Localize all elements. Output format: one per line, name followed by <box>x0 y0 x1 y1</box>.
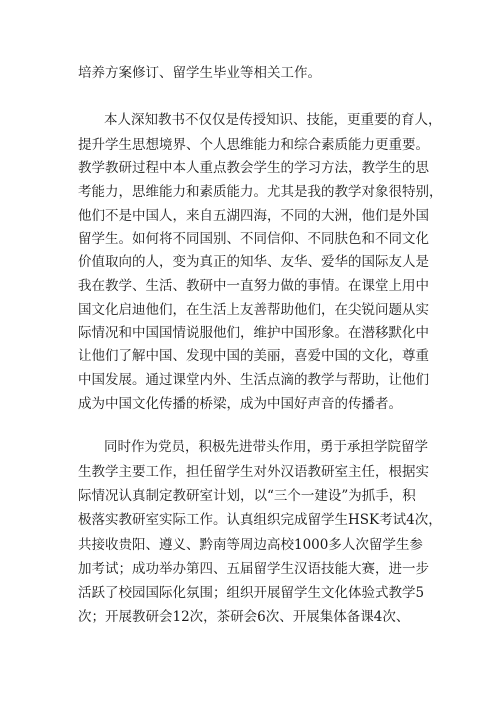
paragraph-3-line-4: 极落实教研室实际工作。认真组织完成留学生HSK考试4次， <box>78 512 442 528</box>
paragraph-2-line-1: 本人深知教书不仅仅是传授知识、技能，更重要的育人， <box>104 112 442 128</box>
paragraph-3-line-6: 加考试；成功举办第四、五届留学生汉语技能大赛，进一步 <box>78 561 429 577</box>
paragraph-2-line-11: 让他们了解中国、发现中国的美丽，喜爱中国的文化，尊重 <box>78 348 429 364</box>
paragraph-2-line-13: 成为中国文化传播的桥梁，成为中国好声音的传播者。 <box>78 396 402 412</box>
paragraph-3-line-7: 活跃了校园国际化氛围；组织开展留学生文化体验式教学5 <box>78 585 425 601</box>
paragraph-2-line-5: 他们不是中国人，来自五湖四海，不同的大洲，他们是外国 <box>78 208 429 224</box>
paragraph-3-line-2: 生教学主要工作，担任留学生对外汉语教研室主任，根据实 <box>78 464 429 480</box>
paragraph-2-line-9: 国文化启迪他们，在生活上友善帮助他们，在尖锐问题从实 <box>78 302 429 318</box>
paragraph-2-line-8: 我在教学、生活、教研中一直努力做的事情。在课堂上用中 <box>78 278 429 294</box>
paragraph-2-line-10: 际情况和中国国情说服他们，维护中国形象。在潜移默化中 <box>78 325 429 341</box>
paragraph-2-line-7: 价值取向的人，变为真正的知华、友华、爱华的国际友人是 <box>78 254 429 270</box>
paragraph-2-line-6: 留学生。如何将不同国别、不同信仰、不同肤色和不同文化 <box>78 231 429 247</box>
paragraph-2-line-12: 中国发展。通过课堂内外、生活点滴的教学与帮助，让他们 <box>78 372 429 388</box>
paragraph-3-line-3: 际情况认真制定教研室计划，以“三个一建设”为抓手，积 <box>78 488 416 504</box>
paragraph-2-line-4: 考能力，思维能力和素质能力。尤其是我的教学对象很特别， <box>78 184 443 200</box>
paragraph-2-line-2: 提升学生思想境界、个人思维能力和综合素质能力更重要。 <box>78 137 429 153</box>
paragraph-3-line-8: 次；开展教研会12次，茶研会6次、开展集体备课4次、 <box>78 609 410 625</box>
paragraph-3-line-1: 同时作为党员，积极先进带头作用，勇于承担学院留学 <box>104 439 428 455</box>
paragraph-3-line-5: 共接收贵阳、遵义、黔南等周边高校1000多人次留学生参 <box>78 537 423 553</box>
paragraph-2-line-3: 教学教研过程中本人重点教会学生的学习方法，教学生的思 <box>78 160 429 176</box>
paragraph-1-line-1: 培养方案修订、留学生毕业等相关工作。 <box>78 65 321 81</box>
